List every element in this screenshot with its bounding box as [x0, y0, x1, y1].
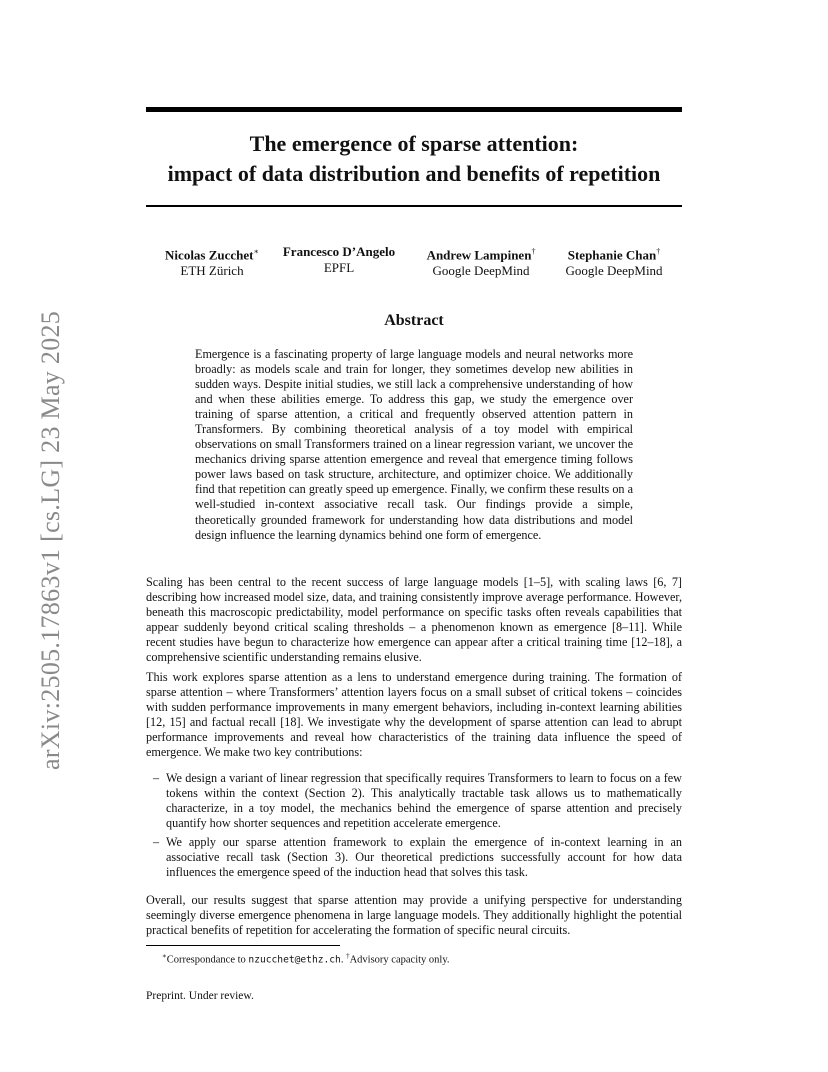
title-rule-top: [146, 107, 682, 112]
author-affiliation: Google DeepMind: [565, 263, 663, 279]
footnote-text-2: .: [340, 954, 347, 966]
author-mark: ∗: [253, 247, 259, 256]
author-block: [165, 244, 259, 279]
title-line-2: impact of data distribution and benefits of repetition: [167, 161, 661, 186]
contribution-text: We apply our sparse attention framework to explain the emergence of in-context learning in an associative recall task (Section 3). Our theoretical predictions successfully account for how data influences the emergence speed of the induction head that solves this task.: [166, 835, 682, 879]
list-item: [146, 835, 682, 880]
footnote-rule: [146, 945, 340, 946]
list-item: [146, 771, 682, 831]
bullet-dash: –: [153, 835, 160, 849]
footnote: [162, 950, 450, 967]
abstract-text: Emergence is a fascinating property of large language models and neural networks more broadly: as models scale and train for longer, they sometimes develop new abilities in sudden ways. Despite initial studies, we still lack a comprehensive understanding of how and when these abilities emerge. To address this gap, we study the emergence over training of sparse attention, a critical and frequently observed attention pattern in Transformers. By combining theoretical analysis of a toy model with empirical observations on small Transformers trained on a linear regression variant, we uncover the mechanics driving sparse attention emergence and reveal that emergence timing follows power laws based on task structure, architecture, and optimizer choice. We additionally find that repetition can greatly speed up emergence. Finally, we confirm these results on a well-studied in-context associative recall task. Our findings provide a simple, theoretically grounded framework for understanding how data distributions and model design influence the learning dynamics behind one form of emergence.: [195, 347, 633, 542]
author-block: [427, 244, 536, 279]
preprint-note: Preprint. Under review.: [146, 990, 254, 1002]
author-affiliation: Google DeepMind: [432, 263, 530, 279]
intro-paragraph-3: Overall, our results suggest that sparse attention may provide a unifying perspective for understanding seemingly diverse emergence phenomena in large language models. They additionally highlight the potential practical benefits of repetition for accelerating the formation of specific neural circuits.: [146, 893, 682, 937]
footnote-mark-1: ∗: [162, 952, 167, 960]
author-mark: †: [656, 247, 661, 256]
correspondence-email[interactable]: nzucchet@ethz.ch: [248, 954, 341, 966]
contribution-text: We design a variant of linear regression that specifically requires Transformers to learn to focus on a few tokens within the context (Section 2). This analytically tractable task allows us to mathematically characterize, in a toy model, the mechanics behind the emergence of sparse attention and precisely quantify how shorter sequences and repetition accelerate emergence.: [166, 771, 682, 830]
author-block: [283, 244, 395, 276]
contributions-list: [146, 771, 682, 884]
paper-title: [130, 129, 698, 189]
author-affiliation: EPFL: [323, 260, 355, 275]
author-name: Stephanie Chan: [567, 247, 657, 263]
author-name: Nicolas Zucchet: [165, 247, 254, 263]
footnote-text-3: Advisory capacity only.: [349, 954, 450, 966]
bullet-dash: –: [153, 771, 160, 785]
abstract-heading: Abstract: [384, 312, 444, 329]
arxiv-identifier: arXiv:2505.17863v1 [cs.LG] 23 May 2025: [36, 310, 65, 770]
footnote-mark-2: †: [346, 952, 350, 960]
author-name: Francesco D’Angelo: [282, 244, 396, 259]
author-block: [565, 244, 662, 279]
title-line-1: The emergence of sparse attention:: [249, 131, 579, 156]
intro-paragraph-1: Scaling has been central to the recent success of large language models [1–5], with scaling laws [6, 7] describing how increased model size, data, and training consistently improve average performance. However, beneath this macroscopic predictability, model performance on specific tasks often reveals capabilities that appear suddenly beyond critical scaling thresholds – a phenomenon known as emergence [8–11]. While recent studies have begun to characterize how emergence can appear after a critical training time [12–18], a comprehensive scientific understanding remains elusive.: [146, 575, 682, 664]
intro-paragraph-2: This work explores sparse attention as a lens to understand emergence during training. The formation of sparse attention – where Transformers’ attention layers focus on a small subset of critical tokens – coincides with sudden performance improvements in many emergent behaviors, including in-context learning abilities [12, 15] and factual recall [18]. We investigate why the development of sparse attention can lead to abrupt performance improvements and reveal how characteristics of the training data influence the speed of emergence. We make two key contributions:: [146, 670, 682, 759]
author-name: Andrew Lampinen: [426, 247, 532, 263]
footnote-text-1: Correspondance to: [166, 954, 249, 966]
author-mark: †: [531, 247, 536, 256]
author-affiliation: ETH Zürich: [180, 263, 244, 279]
title-rule-bottom: [146, 205, 682, 207]
